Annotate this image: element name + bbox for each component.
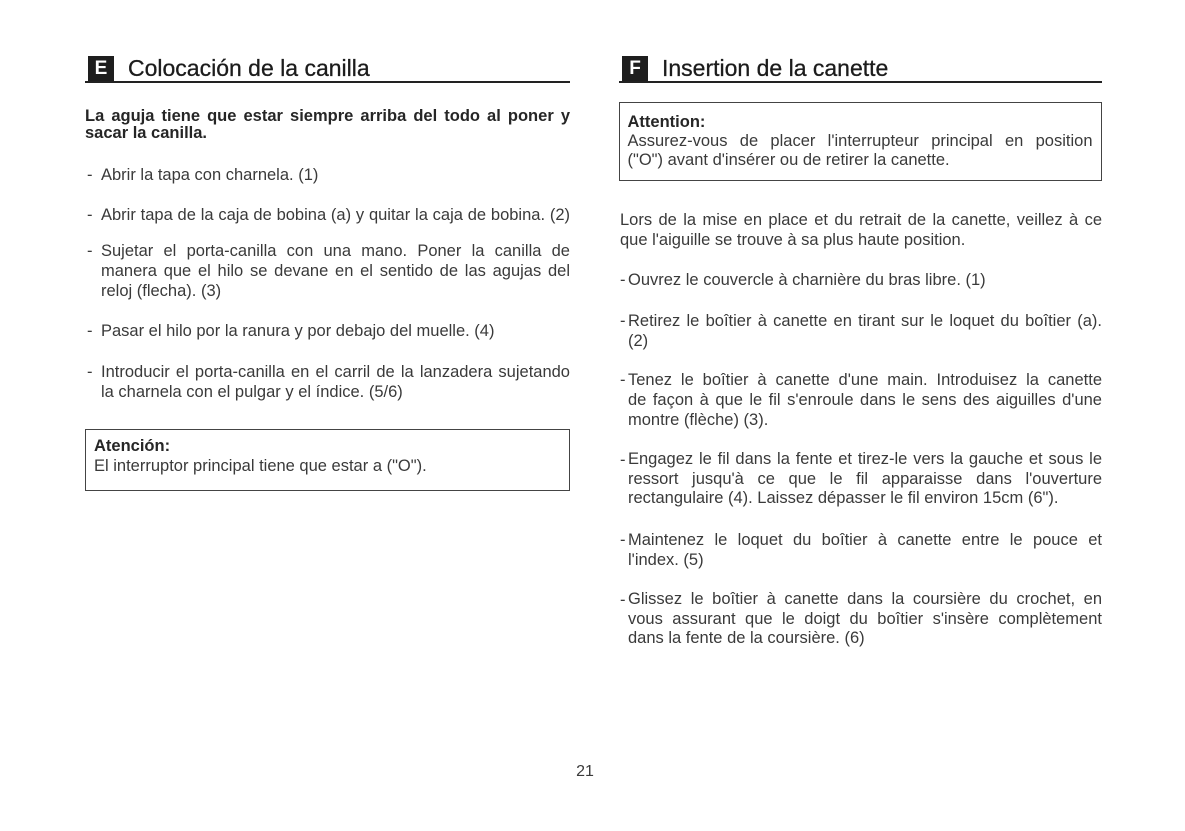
attention-line: El interruptor principal tiene que estar a ("O"). [94,457,427,475]
step-item [85,321,570,341]
language-badge-e: E [88,56,114,81]
intro-line: sacar la canilla. [85,124,208,142]
step-line: la charnela con el pulgar y el índice. (5/6) [101,383,403,401]
section-header [85,55,570,83]
section-spanish [85,0,570,831]
step-item [85,205,570,225]
section-header [619,55,1102,83]
page-number: 21 [576,763,594,780]
step-marker: - [620,271,626,289]
step-item [619,450,1102,509]
step-item [619,370,1102,430]
step-line: Engagez le fil dans la fente et tirez-le vers la gauche et sous le [628,450,1102,468]
step-line: (2) [628,332,649,350]
section-title: Insertion de la canette [662,55,889,81]
section-title: Colocación de la canilla [128,55,370,81]
step-line: Abrir tapa de la caja de bobina (a) y quitar la caja de bobina. (2) [101,206,570,224]
step-item [619,270,1102,290]
step-marker: - [620,371,626,389]
step-item [85,362,570,402]
step-item [619,311,1102,351]
attention-box [619,102,1102,181]
step-line: Sujetar el porta-canilla con una mano. Poner la canilla de [101,242,570,260]
step-line: Maintenez le loquet du boîtier à canette entre le pouce et [628,531,1102,549]
attention-line: ("O") avant d'insérer ou de retirer la canette. [627,151,950,169]
section-french [619,0,1102,831]
step-line: Abrir la tapa con charnela. (1) [101,166,319,184]
step-line: manera que el hilo se devane en el sentido de las agujas del [101,262,570,280]
attention-heading: Atención: [94,437,171,455]
step-line: l'index. (5) [628,551,704,569]
attention-heading: Attention: [627,113,706,131]
step-marker: - [620,312,626,330]
step-line: Ouvrez le couvercle à charnière du bras libre. (1) [628,271,986,289]
step-line: de façon à que le fil s'enroule dans le sens des aiguilles d'une [628,391,1102,409]
step-item [85,165,570,185]
step-marker: - [620,591,626,609]
step-line: montre (flèche) (3). [628,411,769,429]
attention-line: Assurez-vous de placer l'interrupteur principal en position [627,132,1093,150]
step-marker: - [87,242,93,260]
step-marker: - [87,363,93,381]
step-line: dans la fente de la coursière. (6) [628,629,865,647]
step-marker: - [87,206,93,224]
intro-line: La aguja tiene que estar siempre arriba del todo al poner y [85,107,570,125]
step-line: ressort jusqu'à ce que le fil apparaisse dans l'ouverture [628,469,1102,488]
step-line: Introducir el porta-canilla en el carril de la lanzadera sujetando [101,363,570,381]
step-item [619,590,1102,649]
step-line: vous assurant que le doigt du boîtier s'insère complètement [628,609,1102,628]
step-line: Pasar el hilo por la ranura y por debajo del muelle. (4) [101,322,495,340]
step-item [619,530,1102,570]
step-marker: - [87,166,93,184]
step-line: Retirez le boîtier à canette en tirant sur le loquet du boîtier (a). [628,312,1102,330]
intro-paragraph [619,210,1102,250]
intro-line: que l'aiguille se trouve à sa plus haute position. [620,231,966,249]
step-line: Tenez le boîtier à canette d'une main. Introduisez la canette [628,371,1102,389]
step-marker: - [620,531,626,549]
step-line: reloj (flecha). (3) [101,282,222,300]
step-line: rectangulaire (4). Laissez dépasser le fil environ 15cm (6"). [628,489,1059,507]
step-marker: - [87,322,93,340]
language-badge-f: F [622,56,648,81]
step-item [85,241,570,301]
intro-line: Lors de la mise en place et du retrait de la canette, veillez à ce [620,211,1102,229]
step-marker: - [620,451,626,469]
intro-warning [85,108,570,142]
attention-box [85,429,570,491]
step-line: Glissez le boîtier à canette dans la coursière du crochet, en [628,590,1102,608]
